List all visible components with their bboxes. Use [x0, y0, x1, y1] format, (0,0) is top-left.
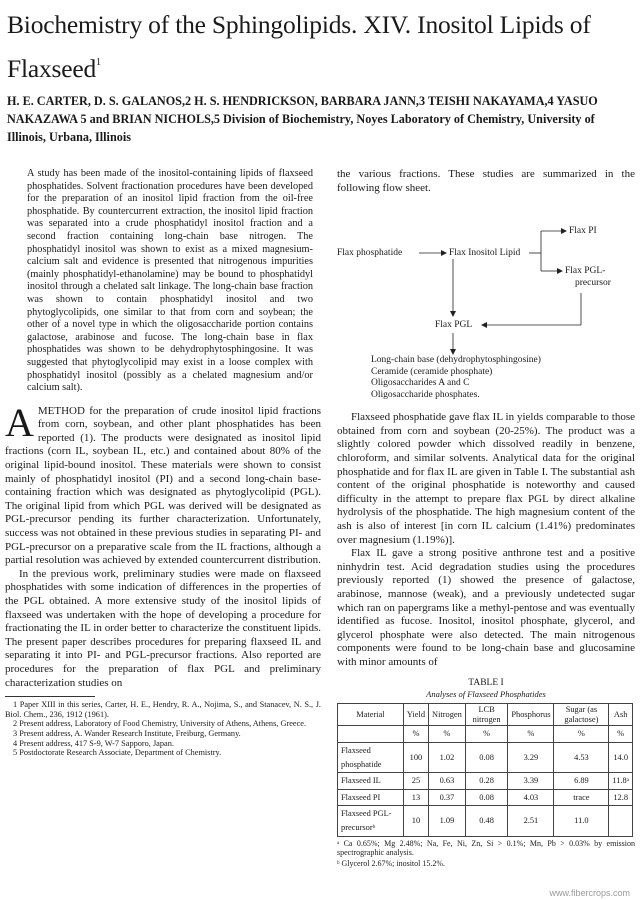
- table-cell: 0.28: [465, 773, 508, 790]
- col-header-material: Material: [338, 704, 404, 726]
- table-cell: trace: [554, 789, 609, 806]
- body-paragraph-2: In the previous work, preliminary studies were made on flaxseed phosphatides with some indication of differences in the properties of the PGL obtained. A more extensive study of the inositol lipids of flaxseed was undertaken with the hope of developing a procedure for fractionating the IL in order better to characterize the constituent lipids. The present paper describes procedures for preparing flaxseed IL and separating it into PI- and PGL-precursor fractions. Also reported are procedures for the preparation of flax PGL and preliminary characterization studies on: [5, 567, 321, 689]
- footnote-2: 2 Present address, Laboratory of Food Chemistry, University of Athens, Athens, Greece.: [13, 719, 307, 729]
- author-list: H. E. CARTER, D. S. GALANOS,2 H. S. HENDRICKSON, BARBARA JANN,3 TEISHI NAKAYAMA,4 YASUO NAKAZAWA 5 and BRIAN NICHOLS,5: [7, 94, 598, 126]
- col-header-nitrogen: Nitrogen: [429, 704, 466, 726]
- body-paragraph-4: Flax IL gave a strong positive anthrone test and a positive ninhydrin test. Acid degradation studies using the procedures previously reported (1) showed the presence of galactose, arabinose, mannose (weak), and a previously undetected sugar which ran on papergrams like a methyl-pentose and was eventually identified as fucose. Inositol, inositol phosphate, glycerol, and glycerol phosphate were also detected. The main nitrogenous components were found to be long-chain base and glucosamine with minor amounts of: [337, 547, 635, 668]
- table-units-row: [338, 726, 633, 743]
- unit-cell: %: [508, 726, 554, 743]
- flow-node-flax-phosphatide: Flax phosphatide: [337, 248, 403, 259]
- table-note-b: ᵇ Glycerol 2.67%; inositol 15.2%.: [337, 859, 446, 869]
- intro-paragraph: [5, 399, 321, 568]
- footnote-4: 4 Present address, 417 S-9, W-7 Sapporo, Japan.: [13, 738, 174, 748]
- affiliation: Division of Biochemistry, Noyes Laboratory of Chemistry, University of Illinois, Urbana, Illinois: [7, 112, 595, 144]
- flow-node-flax-pgl-precursor: Flax PGL-: [565, 266, 606, 277]
- abstract: A study has been made of the inositol-containing lipids of flaxseed phosphatides. Solvent fractionation procedures have been developed for the preparation of an inositol lipid fraction from the oil-free phosphatide. By countercurrent extraction, the inositol lipid fraction was separated into a crude phosphatidyl inositol fraction and a second fraction containing long-chain base nitrogen. The phosphatidyl inositol was shown to exist as a mixed magnesium-calcium salt and evidence is presented that nitrogenous impurities (mainly phosphatidyl-ethanolamine) may be bound to phosphatidyl inositol through a chelated salt linkage. The long-chain base fraction was shown to contain phosphatidyl inositol and two phytoglycolipids, one similar to that from corn and soybean; the other of a novel type in which the oligosaccharide portion contains galactose, arabinose and fucose. The long-chain base in flax phosphatides was shown to be dehydrophytosphingosine. It was suggested that phytoglycolipid may exist in a loose complex with phosphatidyl inositol (possibly as a chelated magnesium and/or calcium salt).: [27, 168, 313, 394]
- table-cell: 4.03: [508, 789, 554, 806]
- paper-title: [7, 6, 627, 88]
- table-row: [338, 806, 633, 836]
- footnotes: [5, 700, 321, 758]
- right-column: [337, 168, 635, 869]
- footnote-5: 5 Postdoctorate Research Associate, Department of Chemistry.: [13, 748, 222, 758]
- col-header-phosphorus: Phosphorus: [508, 704, 554, 726]
- flow-product-1: Long-chain base (dehydrophytosphingosine): [371, 355, 541, 366]
- table-cell: 12.8: [609, 789, 633, 806]
- table-cell: 1.09: [429, 806, 466, 836]
- table-row: [338, 743, 633, 773]
- flow-node-flax-pi: Flax PI: [569, 226, 597, 237]
- flow-product-3: Oligosaccharides A and C: [371, 378, 470, 389]
- table-subtitle: Analyses of Flaxseed Phosphatides: [426, 689, 546, 700]
- table-cell: 0.63: [429, 773, 466, 790]
- col-header-ash: Ash: [609, 704, 633, 726]
- table-cell: 0.48: [465, 806, 508, 836]
- footnote-rule: [5, 696, 95, 697]
- flow-products: [371, 355, 541, 401]
- title-footnote-mark: 1: [96, 57, 101, 68]
- table-cell: 11.8ᵃ: [609, 773, 633, 790]
- table-cell: 4.53: [554, 743, 609, 773]
- intro-text: METHOD for the preparation of crude inositol lipid fractions from corn, soybean, and other plant phosphatides has been reported (1). The products were designated as inositol lipid fractions (corn IL, soybean IL, etc.) and contained about 80% of the original lipid-bound inositol. These materials were shown to consist mainly of phosphatidyl inositol (PI) and a second long-chain base-containing fraction which was designated as phytoglycolipid (PGL). The original lipid from which PGL was derived will be designated as PGL-precursor pending its further characterization. Unfortunately, success was not obtained in these previous studies in separating PI- and PGL-precursor on a preparative scale from the IL fractions, although a partial resolution was achieved by extended countercurrent distribution.: [5, 404, 321, 567]
- author-block: [7, 92, 632, 146]
- footnote-1: 1 Paper XIII in this series, Carter, H. E., Hendry, R. A., Nojima, S., and Stanacev, N. S., J. Biol. Chem., 236, 1912 (1961).: [5, 700, 321, 719]
- table-cell: 10: [403, 806, 428, 836]
- left-column: [5, 168, 321, 758]
- table-cell: 14.0: [609, 743, 633, 773]
- flow-node-flax-pgl: Flax PGL: [435, 320, 473, 331]
- table-cell: Flaxseed phosphatide: [338, 743, 404, 773]
- table-cell: 3.29: [508, 743, 554, 773]
- unit-cell: %: [609, 726, 633, 743]
- table-cell: 3.39: [508, 773, 554, 790]
- table-header-row: [338, 704, 633, 726]
- table-note-a: ᵃ Ca 0.65%; Mg 2.48%; Na, Fe, Ni, Zn, Si > 0.1%; Mn, Pb > 0.03% by emission spectrographic analysis.: [337, 838, 635, 858]
- table-cell: 13: [403, 789, 428, 806]
- table-row: [338, 789, 633, 806]
- table-cell: 100: [403, 743, 428, 773]
- table-cell: 0.08: [465, 743, 508, 773]
- flow-sheet: [337, 201, 635, 401]
- table-cell: 0.37: [429, 789, 466, 806]
- flow-product-4: Oligosaccharide phosphates.: [371, 389, 480, 400]
- table-row: [338, 773, 633, 790]
- right-intro: the various fractions. These studies are summarized in the following flow sheet.: [337, 168, 635, 194]
- footnote-3: 3 Present address, A. Wander Research Institute, Freiburg, Germany.: [13, 728, 241, 738]
- col-header-lcb-nitrogen: LCB nitrogen: [465, 704, 508, 726]
- table-cell: 1.02: [429, 743, 466, 773]
- table-cell: Flaxseed PI: [338, 789, 404, 806]
- body-paragraph-3: Flaxseed phosphatide gave flax IL in yields comparable to those obtained from corn and soybean (20-25%). The product was a slightly colored powder which dissolved readily in benzene, chloroform, and similar solvents. Analytical data for the original phosphatide and for flax IL are given in Table I. The substantial ash content of the original phosphatide is noteworthy and caused difficulty in the attempt to prepare flax PGL by direct alkaline hydrolysis of the phosphatide. The high magnesium content of the ash is also of interest [in corn IL calcium (1.41%) predominates over magnesium (1.19%)].: [337, 411, 635, 546]
- table-cell: Flaxseed PGL-precursorᵇ: [338, 806, 404, 836]
- table-cell: 6.89: [554, 773, 609, 790]
- title-text: Biochemistry of the Sphingolipids. XIV. Inositol Lipids of Flaxseed: [7, 10, 591, 83]
- table-cell: [609, 806, 633, 836]
- unit-cell: %: [403, 726, 428, 743]
- flow-node-flax-inositol-lipid: Flax Inositol Lipid: [449, 248, 521, 259]
- table-cell: 25: [403, 773, 428, 790]
- unit-cell: %: [429, 726, 466, 743]
- unit-cell: %: [554, 726, 609, 743]
- table-cell: 0.08: [465, 789, 508, 806]
- analysis-table: [337, 703, 633, 836]
- table-cell: 11.0: [554, 806, 609, 836]
- table-cell: 2.51: [508, 806, 554, 836]
- table-cell: Flaxseed IL: [338, 773, 404, 790]
- drop-cap: A: [5, 399, 34, 445]
- unit-cell: [338, 726, 404, 743]
- col-header-yield: Yield: [403, 704, 428, 726]
- unit-cell: %: [465, 726, 508, 743]
- flow-node-precursor-label: precursor: [575, 278, 611, 289]
- col-header-sugar: Sugar (as galactose): [554, 704, 609, 726]
- flow-product-2: Ceramide (ceramide phosphate): [371, 366, 493, 377]
- table-caption: TABLE I: [468, 678, 504, 689]
- watermark-text: www.fibercrops.com: [549, 888, 630, 898]
